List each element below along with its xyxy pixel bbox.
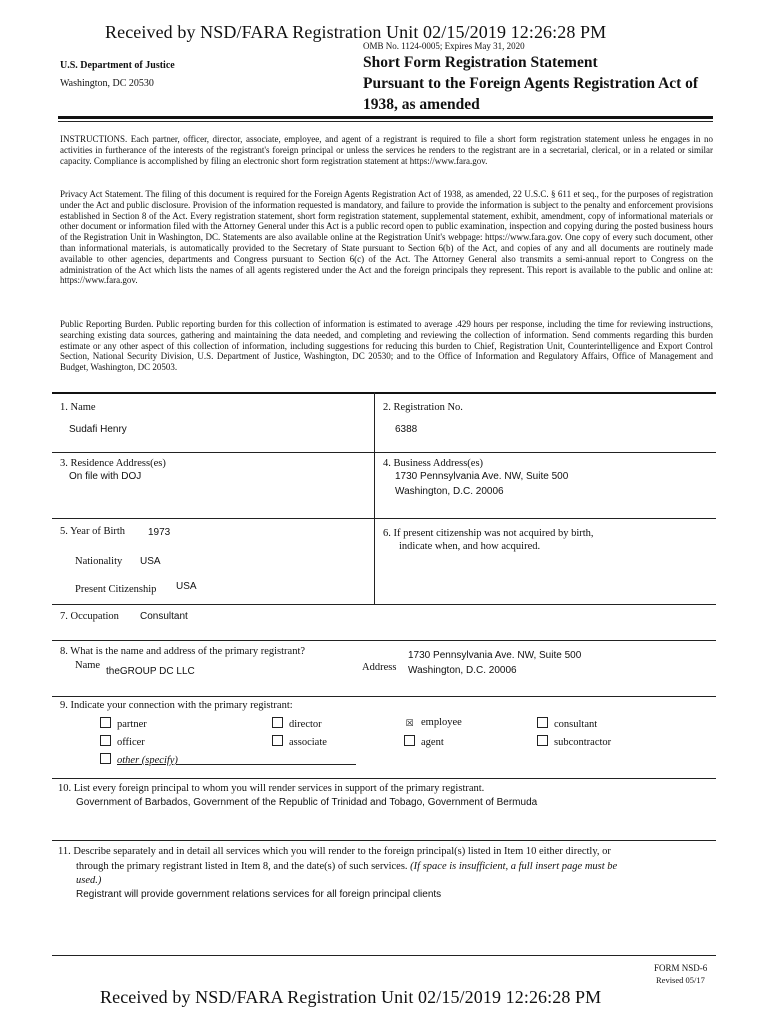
item-4-business-line-2: Washington, D.C. 20006 (395, 486, 504, 497)
employee-checkbox-checked[interactable]: ☒ (405, 719, 414, 729)
instructions-paragraph: INSTRUCTIONS. Each partner, officer, director, associate, employee, and agent of a registrant is required to file a short form registration statement unless he engages in no activities in furtherance of the interests of the registrant's foreign principal or unless the services he renders to the registrant are in a secretarial, clerical, or in a related or similar capacity. Compliance is accomplished by filing an electronic short form registration statement at https://www.fara.gov. (60, 134, 713, 166)
item-7-occupation-value: Consultant (140, 611, 188, 622)
option-subcontractor[interactable] (537, 735, 611, 748)
item-11-services-label-a: 11. Describe separately and in detail all services which you will render to the foreign principal(s) listed in Item 10 either directly, or (58, 846, 611, 857)
associate-label: associate (289, 737, 327, 748)
item-1-name-label: 1. Name (60, 402, 96, 413)
department-name: U.S. Department of Justice (60, 60, 175, 71)
associate-checkbox[interactable] (272, 735, 283, 746)
header-rule-thick (58, 116, 713, 119)
item-2-registration-label: 2. Registration No. (383, 402, 463, 413)
item-9-connection-label: 9. Indicate your connection with the primary registrant: (60, 700, 293, 711)
department-city: Washington, DC 20530 (60, 78, 154, 89)
received-stamp-top: Received by NSD/FARA Registration Unit 02/15/2019 12:26:28 PM (105, 22, 607, 42)
form-title-line-2: Pursuant to the Foreign Agents Registration Act of (363, 75, 699, 92)
option-agent[interactable] (404, 735, 444, 748)
item-6-citizenship-question-line-1: 6. If present citizenship was not acquired by birth, (383, 528, 594, 539)
option-consultant[interactable] (537, 717, 597, 730)
item-5-year-of-birth-value: 1973 (148, 527, 171, 538)
row-rule-4 (52, 640, 716, 641)
consultant-label: consultant (554, 719, 598, 730)
item-7-occupation-label: 7. Occupation (60, 611, 119, 622)
public-reporting-burden: Public Reporting Burden. Public reporting burden for this collection of information is estimated to average .429 hours per response, including the time for reviewing instructions, searching existing data sources, gathering and maintaining the data needed, and completing and reviewing the collection of information. Send comments regarding this burden estimate or any other aspect of this collection of information, including suggestions for reducing this burden to Chief, Registration Unit, Counterintelligence and Export Control Section, National Security Division, U.S. Department of Justice, Washington, DC 20530; and to the Office of Information and Regulatory Affairs, Office of Management and Budget, Washington, DC 20503. (60, 319, 713, 373)
row-rule-7 (52, 840, 716, 841)
item-3-residence-label: 3. Residence Address(es) (60, 458, 166, 469)
subcontractor-label: subcontractor (554, 737, 612, 748)
option-employee[interactable] (404, 717, 462, 729)
item-8-address-line-2: Washington, D.C. 20006 (408, 665, 517, 676)
item-11-services-label-line-2 (76, 861, 617, 872)
item-11-services-label-b: through the primary registrant listed in Item 8, and the date(s) of such services. (76, 861, 408, 872)
director-label: director (289, 719, 322, 730)
item-8-name-value: theGROUP DC LLC (106, 666, 195, 677)
form-top-rule (52, 392, 716, 394)
option-associate[interactable] (272, 735, 327, 748)
other-label: other (specify) (117, 755, 178, 766)
nationality-label: Nationality (75, 556, 123, 567)
form-number: FORM NSD-6 (654, 963, 708, 973)
form-title-line-3: 1938, as amended (363, 96, 480, 113)
row-rule-6 (52, 778, 716, 779)
form-revised: Revised 05/17 (656, 975, 705, 985)
item-2-registration-value: 6388 (395, 424, 418, 435)
item-4-business-line-1: 1730 Pennsylvania Ave. NW, Suite 500 (395, 471, 569, 482)
subcontractor-checkbox[interactable] (537, 735, 548, 746)
item-10-foreign-principals-label: 10. List every foreign principal to whom you will render services in support of the primary registrant. (58, 783, 485, 794)
officer-checkbox[interactable] (100, 735, 111, 746)
item-11-services-label-c: (If space is insufficient, a full insert page must be (410, 861, 618, 872)
row-rule-2 (52, 518, 716, 519)
item-8-primary-registrant-label: 8. What is the name and address of the primary registrant? (60, 646, 306, 657)
other-specify-line[interactable] (178, 764, 356, 765)
item-8-address-label: Address (362, 662, 397, 673)
nationality-value: USA (140, 556, 161, 567)
consultant-checkbox[interactable] (537, 717, 548, 728)
agent-checkbox[interactable] (404, 735, 415, 746)
item-11-services-value: Registrant will provide government relations services for all foreign principal clients (76, 889, 442, 900)
item-10-foreign-principals-value: Government of Barbados, Government of the Republic of Trinidad and Tobago, Government of Bermuda (76, 797, 538, 808)
item-8-name-label: Name (75, 660, 101, 671)
privacy-act-statement: Privacy Act Statement. The filing of this document is required for the Foreign Agents Registration Act of 1938, as amended, 22 U.S.C. § 611 et seq., for the purposes of registration under the Act and public disclosure. Provision of the information requested is mandatory, and failure to provide the information is subject to the penalty and enforcement provisions established in Section 8 of the Act. Every registration statement, short form registration statement, supplemental statement, exhibit, amendment, copy of informational materials or other document or information filed with the Attorney General under this Act is a public record open to public examination, inspection and copying during the posted business hours of the Registration Unit in Washington, DC. Statements are also available online at the Registration Unit's webpage: https://www.fara.gov. One copy of every such document, other than informational materials, is automatically provided to the Secretary of State pursuant to Section 6(b) of the Act, and copies of any and all documents are routinely made available to other agencies, departments and Congress pursuant to Section 6(c) of the Act. The Attorney General also transmits a semi-annual report to Congress on the administration of the Act which lists the names of all agents registered under the Act and the foreign principals they represent. This report is available to the public and online at: https://www.fara.gov. (60, 189, 713, 286)
partner-checkbox[interactable] (100, 717, 111, 728)
other-checkbox[interactable] (100, 753, 111, 764)
column-divider (374, 392, 375, 604)
option-officer[interactable] (100, 735, 145, 748)
agent-label: agent (421, 737, 444, 748)
director-checkbox[interactable] (272, 717, 283, 728)
form-title (363, 52, 698, 115)
row-rule-1 (52, 452, 716, 453)
row-rule-5 (52, 696, 716, 697)
option-partner[interactable] (100, 717, 147, 730)
item-1-name-value: Sudafi Henry (69, 424, 127, 435)
item-8-address-line-1: 1730 Pennsylvania Ave. NW, Suite 500 (408, 650, 582, 661)
omb-number: OMB No. 1124-0005; Expires May 31, 2020 (363, 41, 525, 51)
item-4-business-label: 4. Business Address(es) (383, 458, 484, 469)
item-6-citizenship-question-line-2: indicate when, and how acquired. (399, 541, 541, 552)
employee-label: employee (421, 717, 462, 728)
item-11-services-label-d: used.) (76, 875, 102, 886)
partner-label: partner (117, 719, 147, 730)
form-title-line-1: Short Form Registration Statement (363, 54, 598, 71)
item-3-residence-value: On file with DOJ (69, 471, 142, 482)
citizenship-value: USA (176, 581, 197, 592)
row-rule-8 (52, 955, 716, 956)
received-stamp-bottom: Received by NSD/FARA Registration Unit 02/15/2019 12:26:28 PM (100, 987, 602, 1007)
option-other[interactable] (100, 753, 356, 766)
header-rule-thin (58, 121, 713, 122)
officer-label: officer (117, 737, 145, 748)
row-rule-3 (52, 604, 716, 605)
option-director[interactable] (272, 717, 322, 730)
citizenship-label: Present Citizenship (75, 584, 157, 595)
item-5-year-of-birth-label: 5. Year of Birth (60, 526, 126, 537)
